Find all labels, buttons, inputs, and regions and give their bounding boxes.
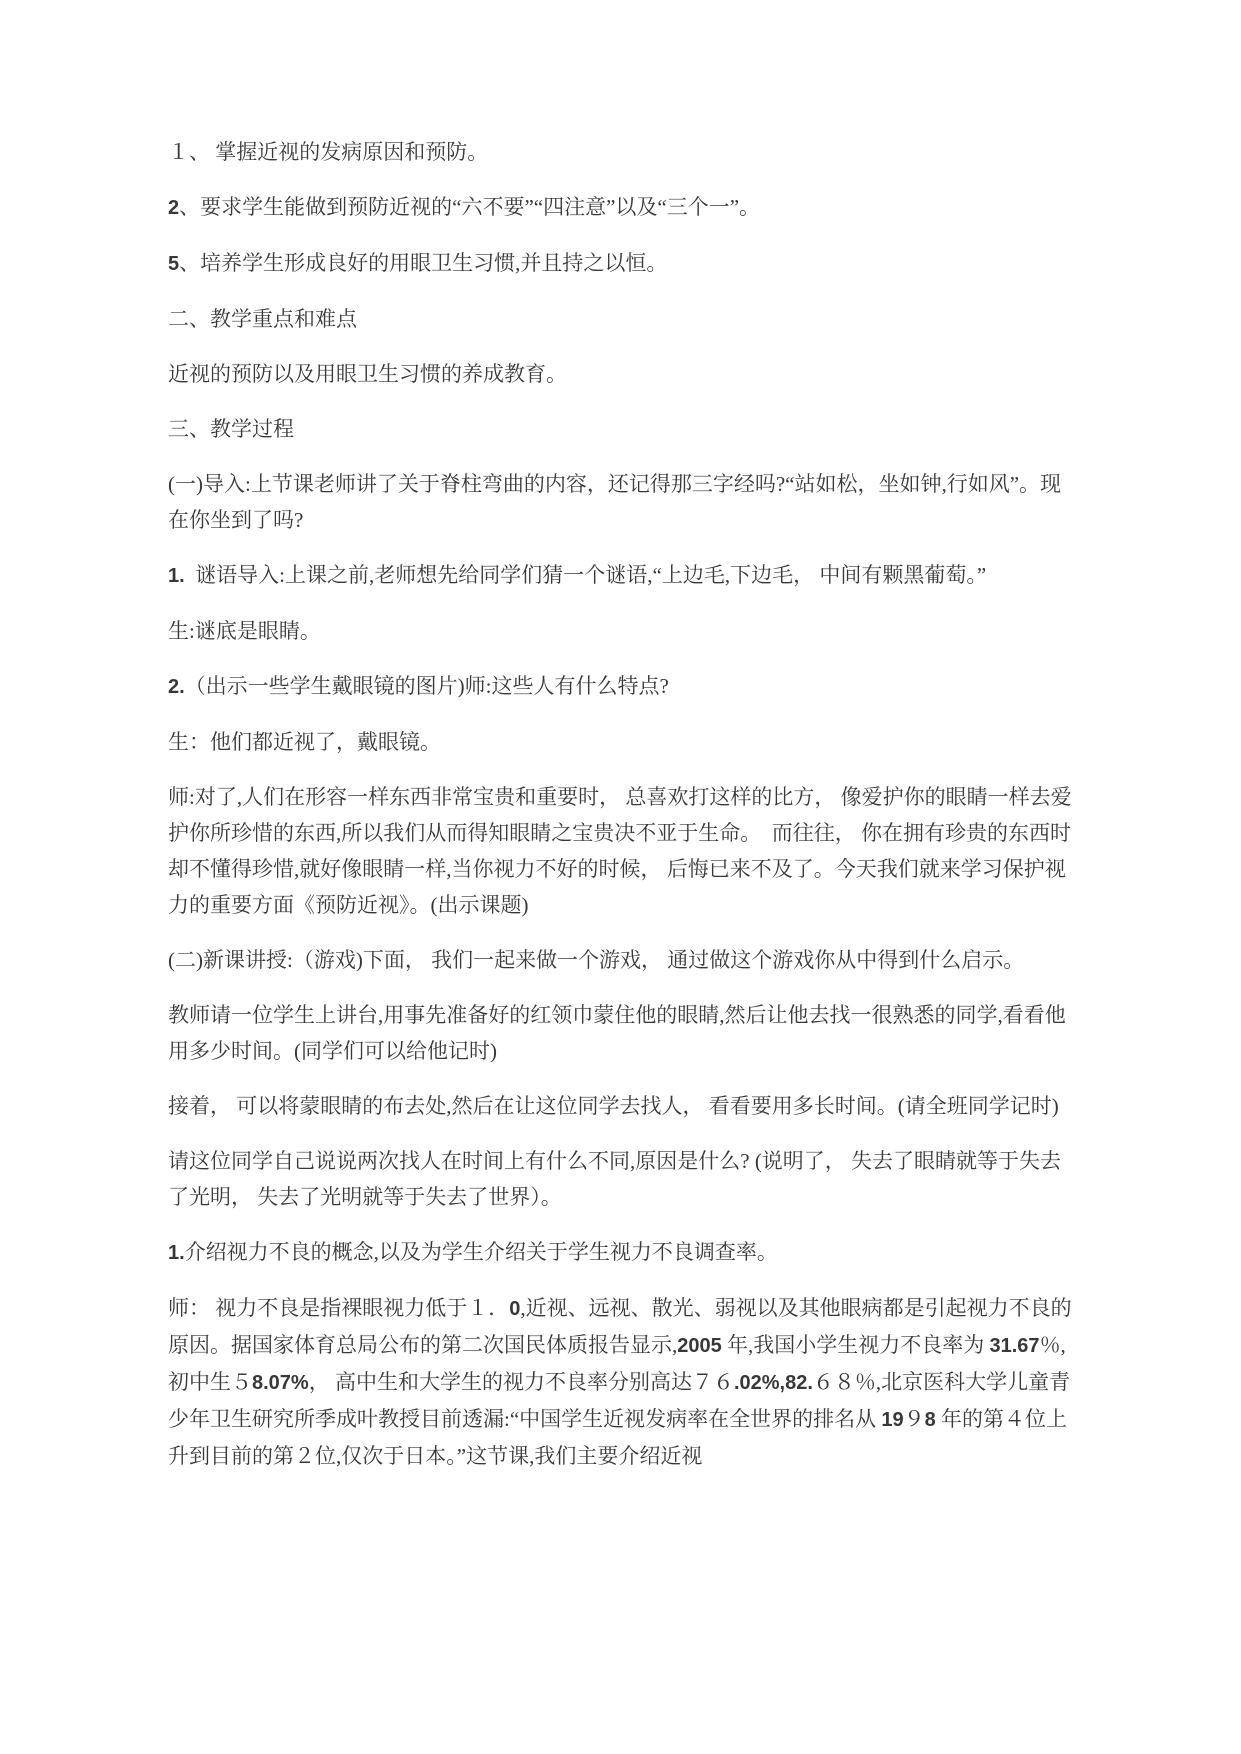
text-run: ９ bbox=[903, 1407, 925, 1431]
document-paragraph bbox=[168, 1290, 1078, 1474]
bold-text-run: 0 bbox=[509, 1298, 521, 1320]
text-run: 接着， 可以将蒙眼睛的布去处,然后在让这位同学去找人， 看看要用多长时间。(请全班同学记时) bbox=[168, 1094, 1059, 1118]
text-run: １、 掌握近视的发病原因和预防。 bbox=[168, 140, 489, 164]
document-paragraph bbox=[168, 997, 1078, 1069]
document-paragraph bbox=[168, 134, 1078, 170]
document-paragraph bbox=[168, 1234, 1078, 1271]
text-run: 生：他们都近视了，戴眼镜。 bbox=[168, 730, 441, 754]
document-paragraph bbox=[168, 613, 1078, 649]
document-paragraph bbox=[168, 411, 1078, 447]
text-run: 请这位同学自己说说两次找人在时间上有什么不同,原因是什么? (说明了， 失去了眼睛就等于失去了光明， 失去了光明就等于失去了世界）。 bbox=[168, 1149, 1062, 1209]
document-paragraph bbox=[168, 1143, 1078, 1215]
document-paragraph bbox=[168, 189, 1078, 226]
text-run: 、培养学生形成良好的用眼卫生习惯,并且持之以恒。 bbox=[179, 251, 668, 275]
document-paragraph bbox=[168, 356, 1078, 392]
text-run: 二、教学重点和难点 bbox=[168, 307, 357, 331]
document-paragraph bbox=[168, 779, 1078, 923]
text-run: 近视的预防以及用眼卫生习惯的养成教育。 bbox=[168, 362, 567, 386]
text-run: 年,我国小学生视力不良率为 bbox=[721, 1333, 990, 1357]
bold-text-run: 8 bbox=[924, 1409, 936, 1431]
document-paragraph bbox=[168, 1088, 1078, 1124]
text-run: ６８％,北京医科大学儿童青少年卫生研究所季成叶教授目前透漏:“中国学生近视发病率在全世界的排名从 bbox=[168, 1370, 1071, 1431]
bold-text-run: 1. bbox=[168, 565, 185, 587]
bold-text-run: 2. bbox=[168, 676, 185, 698]
text-run: ， 高中生和大学生的视力不良率分别高达７６ bbox=[308, 1370, 734, 1394]
text-run: 年的第４位上升到目前的第２位,仅次于日本。”这节课,我们主要介绍近视 bbox=[168, 1407, 1068, 1468]
text-run: ％,初中生５ bbox=[168, 1333, 1066, 1394]
bold-text-run: 2 bbox=[168, 197, 180, 219]
document-paragraph bbox=[168, 301, 1078, 337]
text-run: (二)新课讲授:（游戏)下面， 我们一起来做一个游戏， 通过做这个游戏你从中得到什么启示。 bbox=[168, 948, 1025, 972]
bold-text-run: 5 bbox=[168, 253, 180, 275]
text-run: 生:谜底是眼睛。 bbox=[168, 619, 321, 643]
text-run: ,近视、远视、散光、弱视以及其他眼病都是引起视力不良的原因。据国家体育总局公布的第二次国民体质报告显示, bbox=[168, 1296, 1072, 1357]
document-paragraph bbox=[168, 466, 1078, 538]
document-paragraph bbox=[168, 245, 1078, 282]
text-run: 三、教学过程 bbox=[168, 417, 294, 441]
document-paragraph bbox=[168, 724, 1078, 760]
text-run: 、要求学生能做到预防近视的“六不要”“四注意”以及“三个一”。 bbox=[179, 195, 761, 219]
document-paragraph bbox=[168, 557, 1078, 594]
text-run: 师： 视力不良是指裸眼视力低于１． bbox=[168, 1296, 510, 1320]
text-run: 教师请一位学生上讲台,用事先准备好的红领巾蒙住他的眼睛,然后让他去找一很熟悉的同学,看看他用多少时间。(同学们可以给他记时) bbox=[168, 1003, 1066, 1063]
bold-text-run: 8.07% bbox=[252, 1372, 309, 1394]
document-paragraph bbox=[168, 942, 1078, 978]
text-run: 介绍视力不良的概念,以及为学生介绍关于学生视力不良调查率。 bbox=[184, 1240, 778, 1264]
document-paragraph bbox=[168, 668, 1078, 705]
text-run: (一)导入:上节课老师讲了关于脊柱弯曲的内容，还记得那三字经吗?“站如松，坐如钟,行如风”。现在你坐到了吗? bbox=[168, 472, 1062, 532]
text-run: 师:对了,人们在形容一样东西非常宝贵和重要时， 总喜欢打这样的比方， 像爱护你的眼睛一样去爱护你所珍惜的东西,所以我们从而得知眼睛之宝贵决不亚于生命。 而往往， 你在拥有珍贵的东西时却不懂得珍惜,就好像眼睛一样,当你视力不好的时候， 后悔已来不及了。今天我们就来学习保护视力的重要方面《预防近视》。(出示课题) bbox=[168, 785, 1072, 917]
bold-text-run: .02%,82. bbox=[733, 1372, 813, 1394]
bold-text-run: 1. bbox=[168, 1242, 185, 1264]
text-run: 谜语导入:上课之前,老师想先给同学们猜一个谜语,“上边毛,下边毛， 中间有颗黑葡萄。” bbox=[184, 563, 987, 587]
bold-text-run: 19 bbox=[881, 1409, 904, 1431]
bold-text-run: 2005 bbox=[677, 1335, 722, 1357]
bold-text-run: 31.67 bbox=[989, 1335, 1040, 1357]
text-run: （出示一些学生戴眼镜的图片)师:这些人有什么特点? bbox=[184, 674, 669, 698]
